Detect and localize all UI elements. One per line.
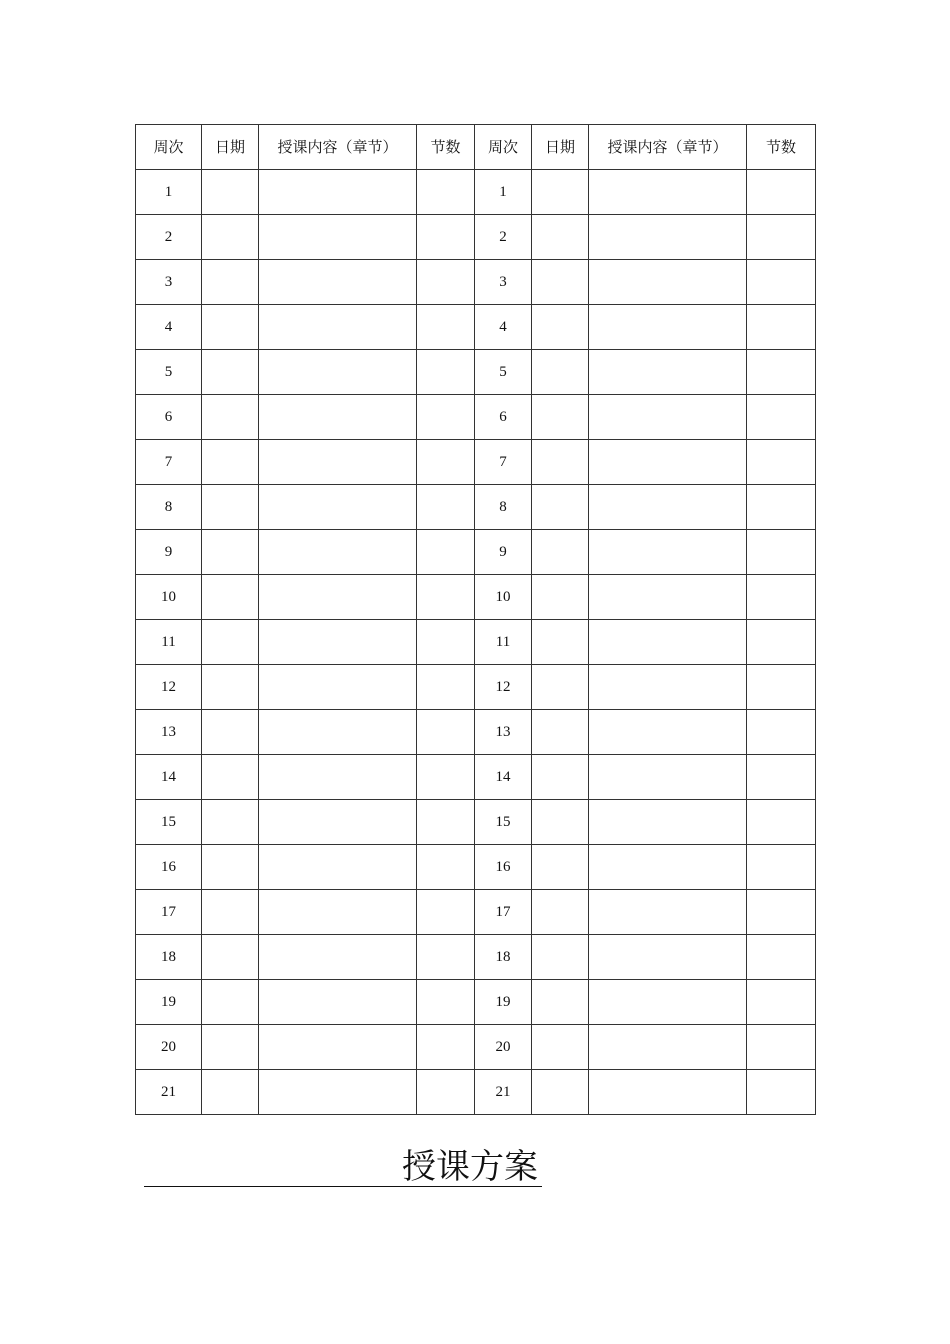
week-cell: 20 — [136, 1025, 202, 1070]
header-content-2: 授课内容（章节） — [589, 125, 747, 170]
date-cell[interactable] — [532, 755, 589, 800]
date-cell[interactable] — [202, 440, 259, 485]
date-cell[interactable] — [202, 215, 259, 260]
date-cell[interactable] — [532, 890, 589, 935]
date-cell[interactable] — [202, 575, 259, 620]
content-cell[interactable] — [259, 665, 417, 710]
date-cell[interactable] — [532, 1025, 589, 1070]
table-row — [136, 935, 816, 980]
week-cell: 19 — [136, 980, 202, 1025]
periods-cell[interactable] — [747, 575, 816, 620]
week-cell: 21 — [136, 1070, 202, 1115]
date-cell[interactable] — [532, 485, 589, 530]
content-cell[interactable] — [259, 530, 417, 575]
table-row — [136, 890, 816, 935]
content-cell[interactable] — [589, 530, 747, 575]
table-row — [136, 1025, 816, 1070]
periods-cell[interactable] — [747, 935, 816, 980]
content-cell[interactable] — [589, 1070, 747, 1115]
header-week-2: 周次 — [475, 125, 532, 170]
week-cell: 13 — [136, 710, 202, 755]
table-row — [136, 620, 816, 665]
periods-cell[interactable] — [747, 350, 816, 395]
table-row — [136, 485, 816, 530]
week-cell: 11 — [136, 620, 202, 665]
table-row — [136, 350, 816, 395]
periods-cell[interactable] — [417, 710, 475, 755]
table-row — [136, 710, 816, 755]
table-row — [136, 800, 816, 845]
week-cell: 3 — [475, 260, 532, 305]
content-cell[interactable] — [259, 575, 417, 620]
content-cell[interactable] — [589, 1025, 747, 1070]
table-row — [136, 665, 816, 710]
periods-cell[interactable] — [747, 305, 816, 350]
table-row — [136, 755, 816, 800]
content-cell[interactable] — [589, 845, 747, 890]
content-cell[interactable] — [589, 260, 747, 305]
periods-cell[interactable] — [417, 1025, 475, 1070]
date-cell[interactable] — [202, 845, 259, 890]
periods-cell[interactable] — [747, 845, 816, 890]
content-cell[interactable] — [259, 215, 417, 260]
content-cell[interactable] — [259, 935, 417, 980]
week-cell: 16 — [136, 845, 202, 890]
periods-cell[interactable] — [417, 800, 475, 845]
table-row — [136, 575, 816, 620]
content-cell[interactable] — [589, 710, 747, 755]
header-periods-2: 节数 — [747, 125, 816, 170]
week-cell: 5 — [136, 350, 202, 395]
week-cell: 9 — [475, 530, 532, 575]
periods-cell[interactable] — [747, 710, 816, 755]
header-date: 日期 — [202, 125, 259, 170]
date-cell[interactable] — [532, 980, 589, 1025]
content-cell[interactable] — [259, 620, 417, 665]
week-cell: 4 — [475, 305, 532, 350]
week-cell: 11 — [475, 620, 532, 665]
week-cell: 10 — [475, 575, 532, 620]
periods-cell[interactable] — [417, 260, 475, 305]
table-row — [136, 395, 816, 440]
periods-cell[interactable] — [747, 530, 816, 575]
periods-cell[interactable] — [747, 395, 816, 440]
date-cell[interactable] — [532, 170, 589, 215]
content-cell[interactable] — [589, 620, 747, 665]
content-cell[interactable] — [259, 305, 417, 350]
date-cell[interactable] — [202, 935, 259, 980]
periods-cell[interactable] — [417, 440, 475, 485]
date-cell[interactable] — [532, 620, 589, 665]
header-periods: 节数 — [417, 125, 475, 170]
header-row — [136, 125, 816, 170]
week-cell: 4 — [136, 305, 202, 350]
content-cell[interactable] — [259, 755, 417, 800]
table-row — [136, 980, 816, 1025]
content-cell[interactable] — [259, 1025, 417, 1070]
date-cell[interactable] — [202, 755, 259, 800]
date-cell[interactable] — [202, 620, 259, 665]
periods-cell[interactable] — [747, 890, 816, 935]
week-cell: 12 — [136, 665, 202, 710]
table-row — [136, 305, 816, 350]
week-cell: 14 — [136, 755, 202, 800]
content-cell[interactable] — [259, 260, 417, 305]
content-cell[interactable] — [589, 305, 747, 350]
periods-cell[interactable] — [417, 935, 475, 980]
content-cell[interactable] — [259, 845, 417, 890]
content-cell[interactable] — [589, 170, 747, 215]
date-cell[interactable] — [202, 980, 259, 1025]
periods-cell[interactable] — [747, 800, 816, 845]
week-cell: 15 — [475, 800, 532, 845]
header-date-2: 日期 — [532, 125, 589, 170]
table-row — [136, 215, 816, 260]
date-cell[interactable] — [202, 800, 259, 845]
week-cell: 15 — [136, 800, 202, 845]
periods-cell[interactable] — [417, 530, 475, 575]
week-cell: 17 — [475, 890, 532, 935]
week-cell: 2 — [475, 215, 532, 260]
date-cell[interactable] — [532, 350, 589, 395]
week-cell: 21 — [475, 1070, 532, 1115]
periods-cell[interactable] — [747, 620, 816, 665]
date-cell[interactable] — [532, 935, 589, 980]
periods-cell[interactable] — [417, 170, 475, 215]
week-cell: 3 — [136, 260, 202, 305]
week-cell: 6 — [136, 395, 202, 440]
content-cell[interactable] — [589, 935, 747, 980]
date-cell[interactable] — [202, 350, 259, 395]
content-cell[interactable] — [259, 440, 417, 485]
content-cell[interactable] — [589, 485, 747, 530]
table-row — [136, 440, 816, 485]
date-cell[interactable] — [532, 845, 589, 890]
periods-cell[interactable] — [417, 485, 475, 530]
week-cell: 6 — [475, 395, 532, 440]
date-cell[interactable] — [532, 260, 589, 305]
week-cell: 16 — [475, 845, 532, 890]
periods-cell[interactable] — [417, 890, 475, 935]
table-row — [136, 260, 816, 305]
week-cell: 1 — [475, 170, 532, 215]
page-title: 授课方案 — [402, 1147, 538, 1187]
content-cell[interactable] — [259, 1070, 417, 1115]
date-cell[interactable] — [532, 440, 589, 485]
week-cell: 19 — [475, 980, 532, 1025]
periods-cell[interactable] — [747, 215, 816, 260]
date-cell[interactable] — [532, 800, 589, 845]
content-cell[interactable] — [259, 395, 417, 440]
week-cell: 12 — [475, 665, 532, 710]
periods-cell[interactable] — [417, 215, 475, 260]
periods-cell[interactable] — [417, 1070, 475, 1115]
content-cell[interactable] — [589, 215, 747, 260]
date-cell[interactable] — [202, 170, 259, 215]
content-cell[interactable] — [259, 710, 417, 755]
table-row — [136, 170, 816, 215]
date-cell[interactable] — [202, 1070, 259, 1115]
header-week: 周次 — [136, 125, 202, 170]
content-cell[interactable] — [259, 485, 417, 530]
periods-cell[interactable] — [747, 980, 816, 1025]
content-cell[interactable] — [589, 800, 747, 845]
date-cell[interactable] — [202, 485, 259, 530]
header-content: 授课内容（章节） — [259, 125, 417, 170]
content-cell[interactable] — [589, 350, 747, 395]
date-cell[interactable] — [202, 395, 259, 440]
date-cell[interactable] — [202, 890, 259, 935]
content-cell[interactable] — [589, 440, 747, 485]
content-cell[interactable] — [589, 575, 747, 620]
periods-cell[interactable] — [417, 845, 475, 890]
periods-cell[interactable] — [747, 170, 816, 215]
week-cell: 8 — [475, 485, 532, 530]
content-cell[interactable] — [259, 890, 417, 935]
periods-cell[interactable] — [747, 260, 816, 305]
periods-cell[interactable] — [417, 980, 475, 1025]
date-cell[interactable] — [532, 665, 589, 710]
table-row — [136, 1070, 816, 1115]
content-cell[interactable] — [259, 170, 417, 215]
week-cell: 17 — [136, 890, 202, 935]
date-cell[interactable] — [202, 305, 259, 350]
week-cell: 20 — [475, 1025, 532, 1070]
periods-cell[interactable] — [747, 1070, 816, 1115]
date-cell[interactable] — [532, 530, 589, 575]
date-cell[interactable] — [202, 1025, 259, 1070]
content-cell[interactable] — [259, 350, 417, 395]
periods-cell[interactable] — [417, 665, 475, 710]
table-row — [136, 845, 816, 890]
periods-cell[interactable] — [417, 755, 475, 800]
date-cell[interactable] — [532, 1070, 589, 1115]
title-underline — [144, 1146, 542, 1187]
content-cell[interactable] — [589, 980, 747, 1025]
date-cell[interactable] — [202, 710, 259, 755]
periods-cell[interactable] — [747, 485, 816, 530]
content-cell[interactable] — [589, 665, 747, 710]
content-cell[interactable] — [589, 755, 747, 800]
date-cell[interactable] — [532, 215, 589, 260]
week-cell: 5 — [475, 350, 532, 395]
week-cell: 18 — [475, 935, 532, 980]
week-cell: 14 — [475, 755, 532, 800]
week-cell: 8 — [136, 485, 202, 530]
periods-cell[interactable] — [747, 1025, 816, 1070]
content-cell[interactable] — [259, 800, 417, 845]
periods-cell[interactable] — [417, 620, 475, 665]
week-cell: 18 — [136, 935, 202, 980]
date-cell[interactable] — [202, 530, 259, 575]
date-cell[interactable] — [532, 305, 589, 350]
week-cell: 2 — [136, 215, 202, 260]
week-cell: 13 — [475, 710, 532, 755]
week-cell: 7 — [475, 440, 532, 485]
content-cell[interactable] — [589, 395, 747, 440]
content-cell[interactable] — [259, 980, 417, 1025]
date-cell[interactable] — [532, 395, 589, 440]
date-cell[interactable] — [532, 710, 589, 755]
week-cell: 10 — [136, 575, 202, 620]
table-row — [136, 530, 816, 575]
periods-cell[interactable] — [747, 755, 816, 800]
periods-cell[interactable] — [417, 575, 475, 620]
teaching-schedule-table — [135, 124, 816, 1115]
date-cell[interactable] — [202, 665, 259, 710]
week-cell: 9 — [136, 530, 202, 575]
periods-cell[interactable] — [417, 350, 475, 395]
date-cell[interactable] — [202, 260, 259, 305]
periods-cell[interactable] — [747, 665, 816, 710]
week-cell: 1 — [136, 170, 202, 215]
periods-cell[interactable] — [417, 305, 475, 350]
week-cell: 7 — [136, 440, 202, 485]
periods-cell[interactable] — [417, 395, 475, 440]
date-cell[interactable] — [532, 575, 589, 620]
periods-cell[interactable] — [747, 440, 816, 485]
content-cell[interactable] — [589, 890, 747, 935]
